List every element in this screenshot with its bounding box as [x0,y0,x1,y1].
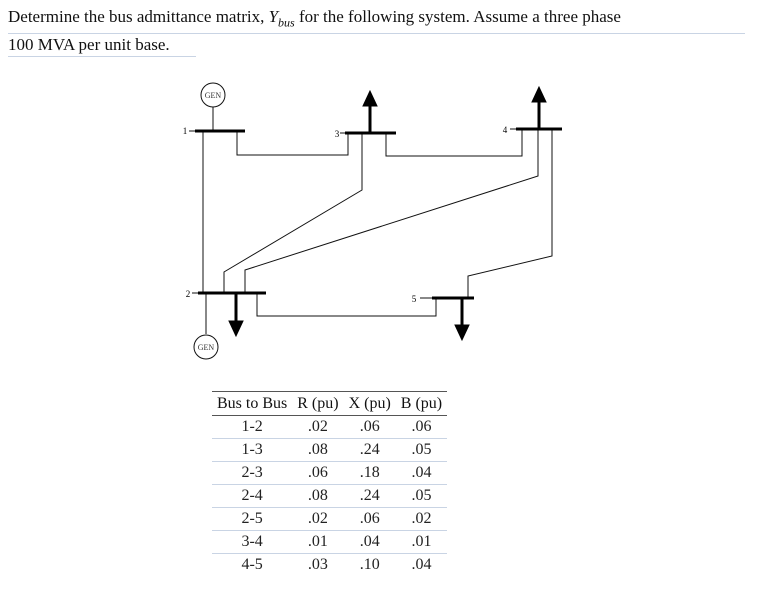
bus-bars [195,129,562,298]
table-row: 1-3 .08 .24 .05 [212,439,447,462]
bus-4-label: 4 [502,125,508,135]
bus-5-label: 5 [411,294,417,304]
line-3-4 [386,130,522,156]
bus-3-arrow-head [363,91,377,106]
line-2-4 [245,130,538,293]
bus-2-label: 2 [185,289,191,299]
table-row: 3-4 .01 .04 .01 [212,531,447,554]
gen-2-label: GEN [197,343,215,352]
line-data-table [212,391,447,576]
table-row: 2-3 .06 .18 .04 [212,462,447,485]
table-row: 1-2 .02 .06 .06 [212,416,447,439]
bus-4-arrow-head [532,87,546,102]
bus-1-label: 1 [182,126,188,136]
col-x: X (pu) [344,392,396,416]
col-r: R (pu) [292,392,343,416]
line-2-5 [257,293,436,316]
table-row: 2-4 .08 .24 .05 [212,485,447,508]
line-2-3 [224,134,362,293]
gen-1-label: GEN [204,91,222,100]
col-bus-to-bus: Bus to Bus [212,392,292,416]
problem-line-1: Determine the bus admittance matrix, $Y_{bus}$ for the following system. Assume a three phase [8,6,745,34]
col-b: B (pu) [396,392,447,416]
bus-3-label: 3 [334,129,340,139]
bus-5-load-head [455,325,469,340]
table-row: 4-5 .03 .10 .04 [241,556,432,573]
line-4-5 [468,130,552,298]
table-header-row [212,392,447,416]
problem-line-2: 100 MVA per unit base. [8,34,196,57]
table-row: 2-5 .02 .06 .02 [212,508,447,531]
bus-2-load-head [229,321,243,336]
ybus-symbol: $Y_{bus}$ [268,7,295,30]
line-1-3 [237,131,348,155]
